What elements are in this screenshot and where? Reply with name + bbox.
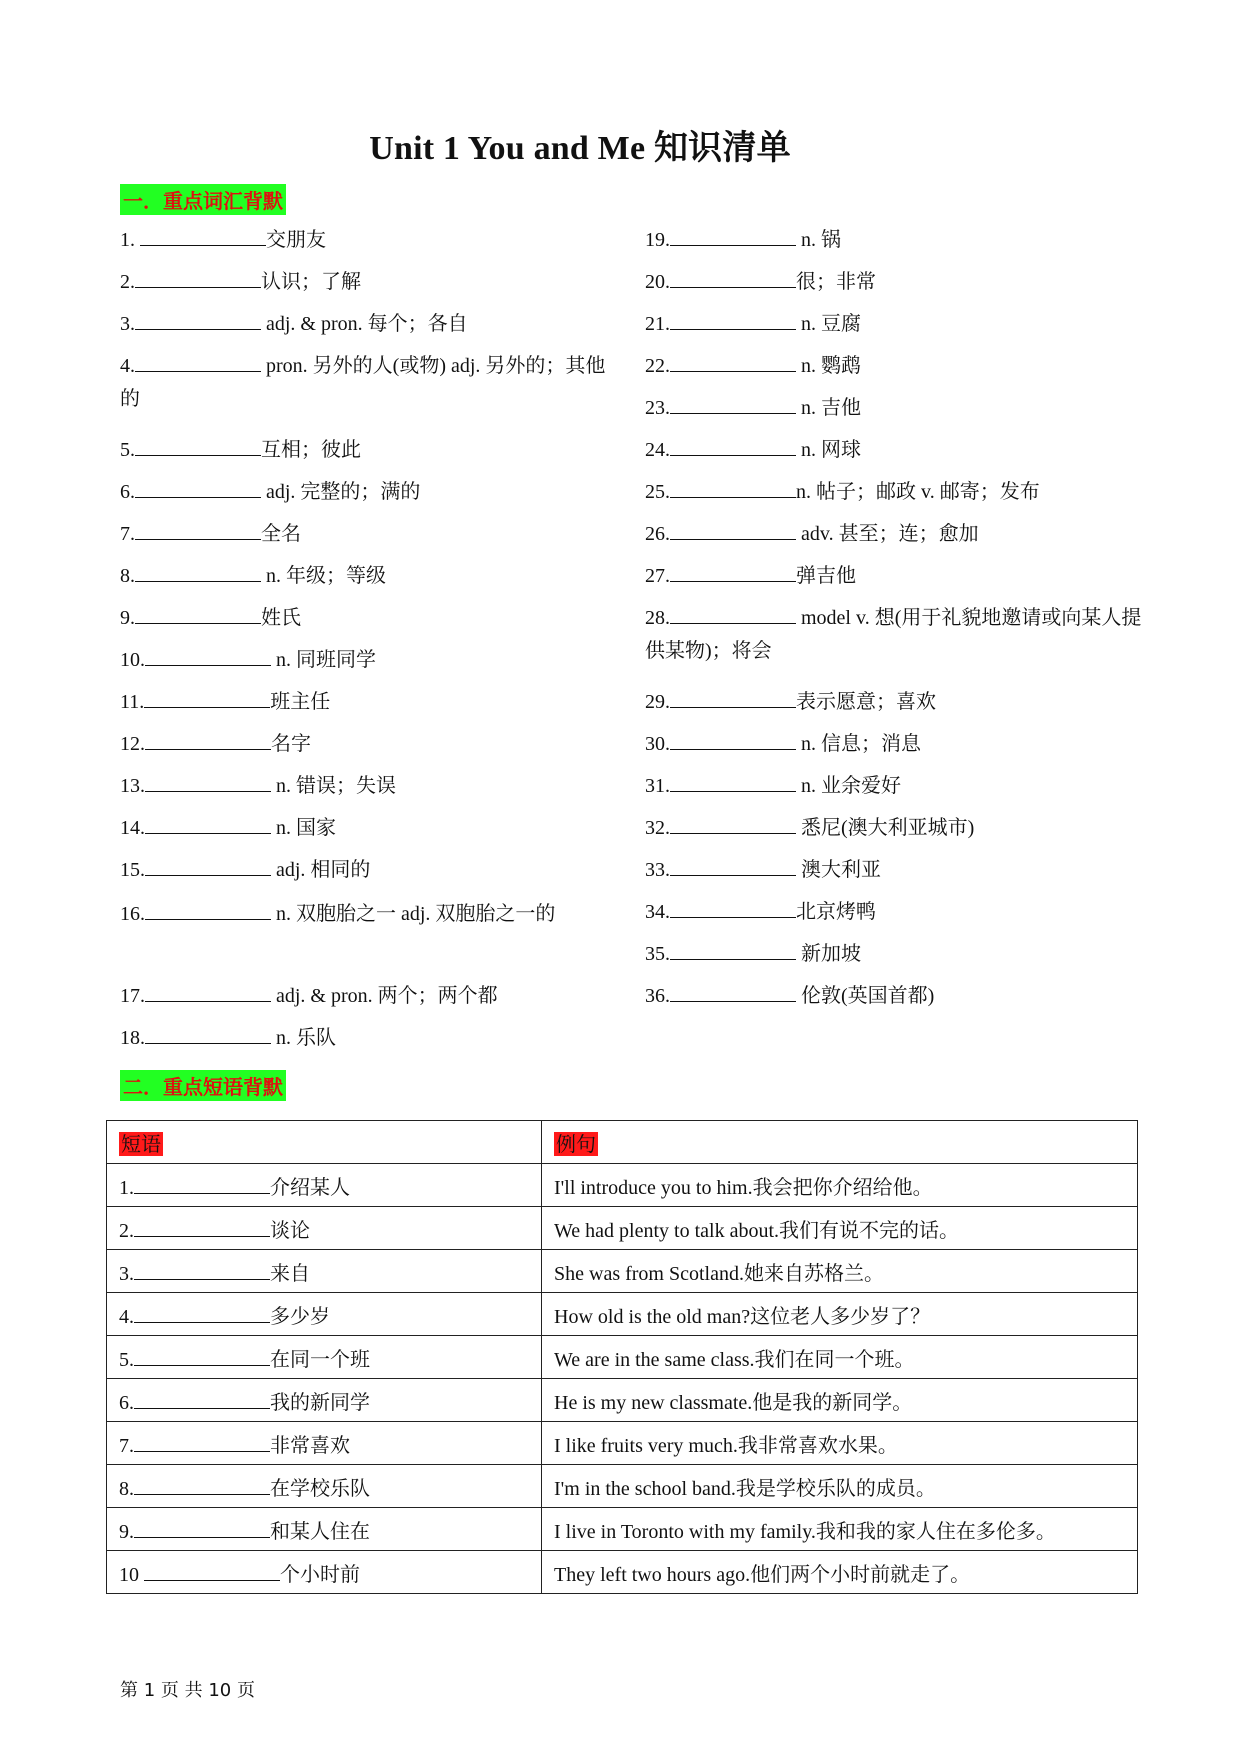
section-heading-vocabulary: 一．重点词汇背默 xyxy=(120,184,286,215)
item-meaning: 伦敦(英国首都) xyxy=(796,985,935,1007)
answer-blank[interactable] xyxy=(135,603,261,624)
item-number: 27. xyxy=(645,565,670,587)
item-meaning: 姓氏 xyxy=(261,607,301,629)
item-number: 21. xyxy=(645,313,670,335)
answer-blank[interactable] xyxy=(135,267,261,288)
answer-blank[interactable] xyxy=(145,771,271,792)
phrase-table xyxy=(106,1120,1138,1594)
answer-blank[interactable] xyxy=(670,729,796,750)
phrase-meaning: 在学校乐队 xyxy=(270,1477,370,1500)
vocab-item xyxy=(645,896,1145,929)
page-title: Unit 1 You and Me 知识清单 xyxy=(369,130,791,167)
vocab-item xyxy=(120,434,620,467)
header-label: 例句 xyxy=(556,1131,596,1156)
vocab-item xyxy=(645,938,1145,971)
item-number: 33. xyxy=(645,859,670,881)
vocab-item xyxy=(645,854,1145,887)
phrase-meaning: 谈论 xyxy=(270,1219,310,1242)
phrase-cell xyxy=(107,1465,542,1508)
answer-blank[interactable] xyxy=(670,939,796,960)
vocab-item xyxy=(645,770,1145,803)
answer-blank[interactable] xyxy=(134,1345,270,1366)
item-meaning: n. 双胞胎之一 adj. 双胞胎之一的 xyxy=(271,903,556,925)
table-row xyxy=(107,1465,1138,1508)
vocab-item xyxy=(645,266,1145,299)
answer-blank[interactable] xyxy=(670,435,796,456)
table-row xyxy=(107,1508,1138,1551)
header-cell-phrase xyxy=(107,1121,542,1164)
phrase-meaning: 个小时前 xyxy=(280,1563,360,1586)
answer-blank[interactable] xyxy=(670,519,796,540)
table-header-row xyxy=(107,1121,1138,1164)
vocab-item xyxy=(120,560,620,593)
answer-blank[interactable] xyxy=(140,225,266,246)
item-meaning: 认识；了解 xyxy=(261,271,361,293)
vocab-item xyxy=(120,854,620,887)
answer-blank[interactable] xyxy=(670,603,796,624)
phrase-meaning: 来自 xyxy=(270,1262,310,1285)
answer-blank[interactable] xyxy=(670,897,796,918)
answer-blank[interactable] xyxy=(670,351,796,372)
example-cell: I'm in the school band.我是学校乐队的成员。 xyxy=(542,1465,1138,1508)
answer-blank[interactable] xyxy=(670,477,796,498)
item-number: 8. xyxy=(120,565,135,587)
phrase-meaning: 我的新同学 xyxy=(270,1391,370,1414)
phrase-meaning: 多少岁 xyxy=(270,1305,330,1328)
answer-blank[interactable] xyxy=(670,813,796,834)
row-number: 5. xyxy=(119,1348,134,1371)
phrase-meaning: 非常喜欢 xyxy=(270,1434,350,1457)
item-meaning: 交朋友 xyxy=(266,229,326,251)
vocab-item xyxy=(120,518,620,551)
example-cell: We had plenty to talk about.我们有说不完的话。 xyxy=(542,1207,1138,1250)
row-number: 2. xyxy=(119,1219,134,1242)
vocab-item xyxy=(120,224,620,257)
item-number: 35. xyxy=(645,943,670,965)
answer-blank[interactable] xyxy=(145,645,271,666)
answer-blank[interactable] xyxy=(135,477,261,498)
vocab-item xyxy=(645,560,1145,593)
table-row xyxy=(107,1379,1138,1422)
item-number: 7. xyxy=(120,523,135,545)
answer-blank[interactable] xyxy=(134,1173,270,1194)
item-number: 6. xyxy=(120,481,135,503)
vocab-item xyxy=(645,476,1145,509)
answer-blank[interactable] xyxy=(134,1517,270,1538)
answer-blank[interactable] xyxy=(135,351,261,372)
item-meaning: adj. & pron. 每个；各自 xyxy=(261,313,468,335)
item-number: 19. xyxy=(645,229,670,251)
item-number: 4. xyxy=(120,355,135,377)
answer-blank[interactable] xyxy=(134,1431,270,1452)
vocab-item xyxy=(645,392,1145,425)
table-row xyxy=(107,1207,1138,1250)
phrase-cell xyxy=(107,1379,542,1422)
table-row xyxy=(107,1164,1138,1207)
vocab-item xyxy=(120,266,620,299)
item-number: 9. xyxy=(120,607,135,629)
item-meaning: adj. & pron. 两个；两个都 xyxy=(271,985,498,1007)
item-meaning: n. 业余爱好 xyxy=(796,775,901,797)
answer-blank[interactable] xyxy=(135,519,261,540)
answer-blank[interactable] xyxy=(135,561,261,582)
item-meaning: model v. 想(用于礼貌地邀请或向某人提供某物)；将会 xyxy=(645,607,1142,662)
item-meaning: 表示愿意；喜欢 xyxy=(796,691,936,713)
answer-blank[interactable] xyxy=(145,729,271,750)
item-meaning: 澳大利亚 xyxy=(796,859,881,881)
example-cell: We are in the same class.我们在同一个班。 xyxy=(542,1336,1138,1379)
answer-blank[interactable] xyxy=(134,1388,270,1409)
vocab-item xyxy=(120,812,620,845)
item-number: 32. xyxy=(645,817,670,839)
example-cell: I live in Toronto with my family.我和我的家人住在多伦多。 xyxy=(542,1508,1138,1551)
vocab-item xyxy=(120,1022,620,1055)
item-number: 20. xyxy=(645,271,670,293)
answer-blank[interactable] xyxy=(145,813,271,834)
header-cell-example xyxy=(542,1121,1138,1164)
row-number: 4. xyxy=(119,1305,134,1328)
item-meaning: 弹吉他 xyxy=(796,565,856,587)
item-number: 1. xyxy=(120,229,140,251)
header-label: 短语 xyxy=(121,1131,161,1156)
item-number: 22. xyxy=(645,355,670,377)
row-number: 8. xyxy=(119,1477,134,1500)
vocab-item xyxy=(120,476,620,509)
item-meaning: 名字 xyxy=(271,733,311,755)
item-meaning: n. 国家 xyxy=(271,817,336,839)
example-cell: I like fruits very much.我非常喜欢水果。 xyxy=(542,1422,1138,1465)
answer-blank[interactable] xyxy=(134,1216,270,1237)
row-number: 10 xyxy=(119,1563,144,1586)
vocab-item xyxy=(120,350,620,416)
table-row xyxy=(107,1336,1138,1379)
item-meaning: n. 吉他 xyxy=(796,397,861,419)
vocab-item xyxy=(645,980,1145,1013)
answer-blank[interactable] xyxy=(135,435,261,456)
vocab-item xyxy=(120,770,620,803)
table-row xyxy=(107,1250,1138,1293)
item-meaning: 北京烤鸭 xyxy=(796,901,876,923)
row-number: 1. xyxy=(119,1176,134,1199)
item-meaning: 互相；彼此 xyxy=(261,439,361,461)
answer-blank[interactable] xyxy=(144,1560,280,1581)
item-number: 18. xyxy=(120,1027,145,1049)
vocab-item xyxy=(645,224,1145,257)
item-meaning: n. 豆腐 xyxy=(796,313,861,335)
phrase-cell xyxy=(107,1164,542,1207)
example-cell: I'll introduce you to him.我会把你介绍给他。 xyxy=(542,1164,1138,1207)
answer-blank[interactable] xyxy=(670,771,796,792)
item-number: 28. xyxy=(645,607,670,629)
answer-blank[interactable] xyxy=(145,1023,271,1044)
phrase-meaning: 和某人住在 xyxy=(270,1520,370,1543)
answer-blank[interactable] xyxy=(670,561,796,582)
vocab-item xyxy=(645,602,1145,668)
table-row xyxy=(107,1551,1138,1594)
item-meaning: n. 错误；失误 xyxy=(271,775,396,797)
vocab-item xyxy=(645,308,1145,341)
section-heading-phrases: 二．重点短语背默 xyxy=(120,1070,286,1101)
vocab-item xyxy=(645,812,1145,845)
phrase-cell xyxy=(107,1207,542,1250)
answer-blank[interactable] xyxy=(134,1302,270,1323)
item-number: 11. xyxy=(120,691,145,713)
vocab-item xyxy=(120,728,620,761)
phrase-meaning: 在同一个班 xyxy=(270,1348,370,1371)
item-meaning: n. 网球 xyxy=(796,439,861,461)
table-row xyxy=(107,1293,1138,1336)
answer-blank[interactable] xyxy=(670,309,796,330)
answer-blank[interactable] xyxy=(135,309,261,330)
item-meaning: pron. 另外的人(或物) adj. 另外的；其他的 xyxy=(120,355,606,410)
vocab-item xyxy=(645,728,1145,761)
item-meaning: 新加坡 xyxy=(796,943,861,965)
item-meaning: 全名 xyxy=(261,523,301,545)
row-number: 7. xyxy=(119,1434,134,1457)
item-meaning: 悉尼(澳大利亚城市) xyxy=(796,817,975,839)
vocab-item xyxy=(120,602,620,635)
answer-blank[interactable] xyxy=(670,981,796,1002)
item-number: 13. xyxy=(120,775,145,797)
item-number: 31. xyxy=(645,775,670,797)
item-number: 26. xyxy=(645,523,670,545)
example-cell: How old is the old man?这位老人多少岁了？ xyxy=(542,1293,1138,1336)
row-number: 6. xyxy=(119,1391,134,1414)
vocab-item xyxy=(645,686,1145,719)
phrase-cell xyxy=(107,1336,542,1379)
item-meaning: 班主任 xyxy=(270,691,331,713)
phrase-cell xyxy=(107,1293,542,1336)
vocab-item xyxy=(645,434,1145,467)
item-meaning: n. 年级；等级 xyxy=(261,565,386,587)
item-number: 25. xyxy=(645,481,670,503)
item-meaning: adj. 相同的 xyxy=(271,859,371,881)
phrase-cell xyxy=(107,1508,542,1551)
vocab-item xyxy=(120,686,620,719)
vocab-item xyxy=(120,980,620,1013)
vocab-item xyxy=(645,518,1145,551)
item-number: 17. xyxy=(120,985,145,1007)
item-meaning: n. 锅 xyxy=(796,229,841,251)
answer-blank[interactable] xyxy=(145,981,271,1002)
table-row xyxy=(107,1422,1138,1465)
vocab-item xyxy=(120,898,620,931)
row-number: 9. xyxy=(119,1520,134,1543)
phrase-cell xyxy=(107,1551,542,1594)
vocab-item xyxy=(645,350,1145,383)
item-number: 12. xyxy=(120,733,145,755)
answer-blank[interactable] xyxy=(144,687,270,708)
example-cell: She was from Scotland.她来自苏格兰。 xyxy=(542,1250,1138,1293)
phrase-cell xyxy=(107,1422,542,1465)
answer-blank[interactable] xyxy=(145,855,271,876)
answer-blank[interactable] xyxy=(670,855,796,876)
answer-blank[interactable] xyxy=(670,267,796,288)
item-number: 3. xyxy=(120,313,135,335)
vocab-item xyxy=(120,644,620,677)
item-number: 29. xyxy=(645,691,670,713)
item-number: 16. xyxy=(120,903,145,925)
page-footer: 第 1 页 共 10 页 xyxy=(120,1680,255,1701)
item-number: 30. xyxy=(645,733,670,755)
example-cell: They left two hours ago.他们两个小时前就走了。 xyxy=(542,1551,1138,1594)
item-meaning: adv. 甚至；连；愈加 xyxy=(796,523,979,545)
item-number: 24. xyxy=(645,439,670,461)
item-number: 36. xyxy=(645,985,670,1007)
item-number: 14. xyxy=(120,817,145,839)
answer-blank[interactable] xyxy=(134,1259,270,1280)
phrase-meaning: 介绍某人 xyxy=(270,1176,350,1199)
answer-blank[interactable] xyxy=(670,225,796,246)
item-number: 5. xyxy=(120,439,135,461)
item-meaning: adj. 完整的；满的 xyxy=(261,481,421,503)
item-number: 15. xyxy=(120,859,145,881)
item-meaning: n. 帖子；邮政 v. 邮寄；发布 xyxy=(796,481,1040,503)
vocab-item xyxy=(120,308,620,341)
answer-blank[interactable] xyxy=(670,393,796,414)
item-number: 10. xyxy=(120,649,145,671)
item-meaning: 很；非常 xyxy=(796,271,876,293)
answer-blank[interactable] xyxy=(145,899,271,920)
example-cell: He is my new classmate.他是我的新同学。 xyxy=(542,1379,1138,1422)
phrase-cell xyxy=(107,1250,542,1293)
item-number: 34. xyxy=(645,901,670,923)
item-meaning: n. 信息；消息 xyxy=(796,733,921,755)
item-meaning: n. 乐队 xyxy=(271,1027,336,1049)
item-meaning: n. 同班同学 xyxy=(271,649,376,671)
item-number: 2. xyxy=(120,271,135,293)
answer-blank[interactable] xyxy=(134,1474,270,1495)
item-meaning: n. 鹦鹉 xyxy=(796,355,861,377)
item-number: 23. xyxy=(645,397,670,419)
answer-blank[interactable] xyxy=(670,687,796,708)
row-number: 3. xyxy=(119,1262,134,1285)
